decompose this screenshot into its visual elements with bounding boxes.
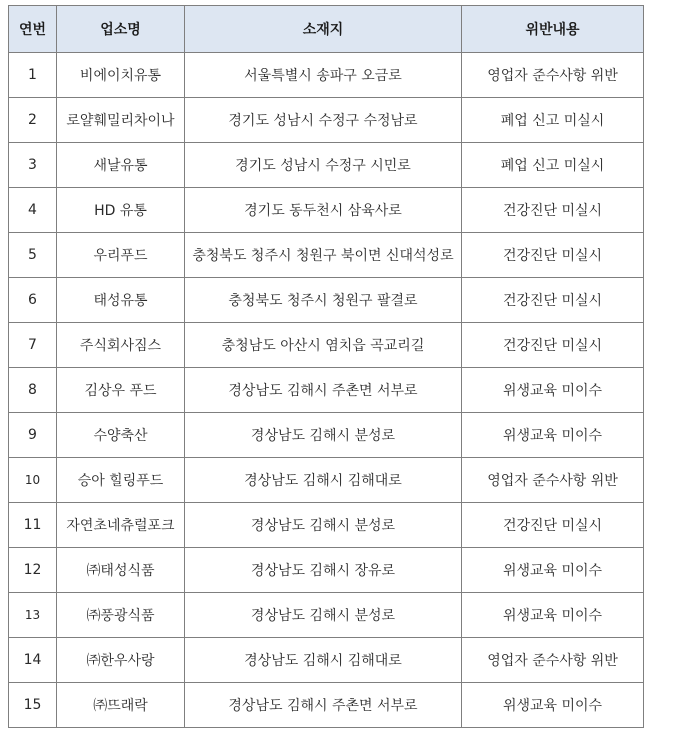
row-number: 2 [9,98,57,143]
row-business-name: ㈜태성식품 [57,548,185,593]
row-violation: 건강진단 미실시 [462,323,644,368]
row-violation: 건강진단 미실시 [462,188,644,233]
table-body [9,53,644,728]
table-row [9,53,644,98]
row-number: 14 [9,638,57,683]
table-row [9,368,644,413]
row-violation: 영업자 준수사항 위반 [462,638,644,683]
table-row [9,413,644,458]
row-violation: 영업자 준수사항 위반 [462,458,644,503]
table-row [9,188,644,233]
row-business-name: 주식회사짐스 [57,323,185,368]
row-address: 경상남도 김해시 분성로 [185,593,462,638]
row-violation: 위생교육 미이수 [462,368,644,413]
row-address: 경상남도 김해시 분성로 [185,413,462,458]
table-row [9,143,644,188]
table-row [9,638,644,683]
row-address: 경상남도 김해시 분성로 [185,503,462,548]
table-header [9,6,644,53]
row-address: 경기도 성남시 수정구 시민로 [185,143,462,188]
row-number: 15 [9,683,57,728]
row-address: 경상남도 김해시 장유로 [185,548,462,593]
header-row [9,6,644,53]
row-business-name: 승아 힐링푸드 [57,458,185,503]
row-business-name: 새날유통 [57,143,185,188]
row-business-name: 자연초네츄럴포크 [57,503,185,548]
row-violation: 건강진단 미실시 [462,503,644,548]
row-violation: 폐업 신고 미실시 [462,98,644,143]
row-business-name: ㈜뜨래락 [57,683,185,728]
table-row [9,593,644,638]
row-number: 6 [9,278,57,323]
row-business-name: 수양축산 [57,413,185,458]
row-business-name: 우리푸드 [57,233,185,278]
row-number: 8 [9,368,57,413]
row-violation: 폐업 신고 미실시 [462,143,644,188]
violation-table [8,5,644,728]
row-address: 경상남도 김해시 주촌면 서부로 [185,368,462,413]
header-number: 연번 [9,6,57,53]
table-row [9,683,644,728]
row-address: 경상남도 김해시 김해대로 [185,458,462,503]
row-business-name: 김상우 푸드 [57,368,185,413]
row-number: 1 [9,53,57,98]
row-violation: 건강진단 미실시 [462,233,644,278]
table-row [9,503,644,548]
row-number: 9 [9,413,57,458]
row-address: 충청남도 아산시 염치읍 곡교리길 [185,323,462,368]
row-number: 7 [9,323,57,368]
header-business-name: 업소명 [57,6,185,53]
row-number: 3 [9,143,57,188]
table-row [9,548,644,593]
row-violation: 위생교육 미이수 [462,413,644,458]
table-row [9,458,644,503]
header-violation: 위반내용 [462,6,644,53]
row-business-name: 로얄훼밀리차이나 [57,98,185,143]
row-business-name: ㈜풍광식품 [57,593,185,638]
row-business-name: 태성유통 [57,278,185,323]
table-row [9,323,644,368]
header-address: 소재지 [185,6,462,53]
row-address: 경상남도 김해시 김해대로 [185,638,462,683]
row-address: 경상남도 김해시 주촌면 서부로 [185,683,462,728]
row-address: 서울특별시 송파구 오금로 [185,53,462,98]
row-number: 5 [9,233,57,278]
row-business-name: 비에이치유통 [57,53,185,98]
table-row [9,233,644,278]
row-violation: 건강진단 미실시 [462,278,644,323]
row-number: 12 [9,548,57,593]
violation-table-container [8,5,644,728]
row-business-name: ㈜한우사랑 [57,638,185,683]
row-address: 경기도 성남시 수정구 수정남로 [185,98,462,143]
row-address: 경기도 동두천시 삼육사로 [185,188,462,233]
row-violation: 위생교육 미이수 [462,548,644,593]
row-address: 충청북도 청주시 청원구 팔결로 [185,278,462,323]
row-violation: 위생교육 미이수 [462,593,644,638]
row-number: 4 [9,188,57,233]
row-number: 10 [9,458,57,503]
row-number: 13 [9,593,57,638]
table-row [9,278,644,323]
row-violation: 영업자 준수사항 위반 [462,53,644,98]
table-row [9,98,644,143]
row-violation: 위생교육 미이수 [462,683,644,728]
row-business-name: HD 유통 [57,188,185,233]
row-address: 충청북도 청주시 청원구 북이면 신대석성로 [185,233,462,278]
row-number: 11 [9,503,57,548]
